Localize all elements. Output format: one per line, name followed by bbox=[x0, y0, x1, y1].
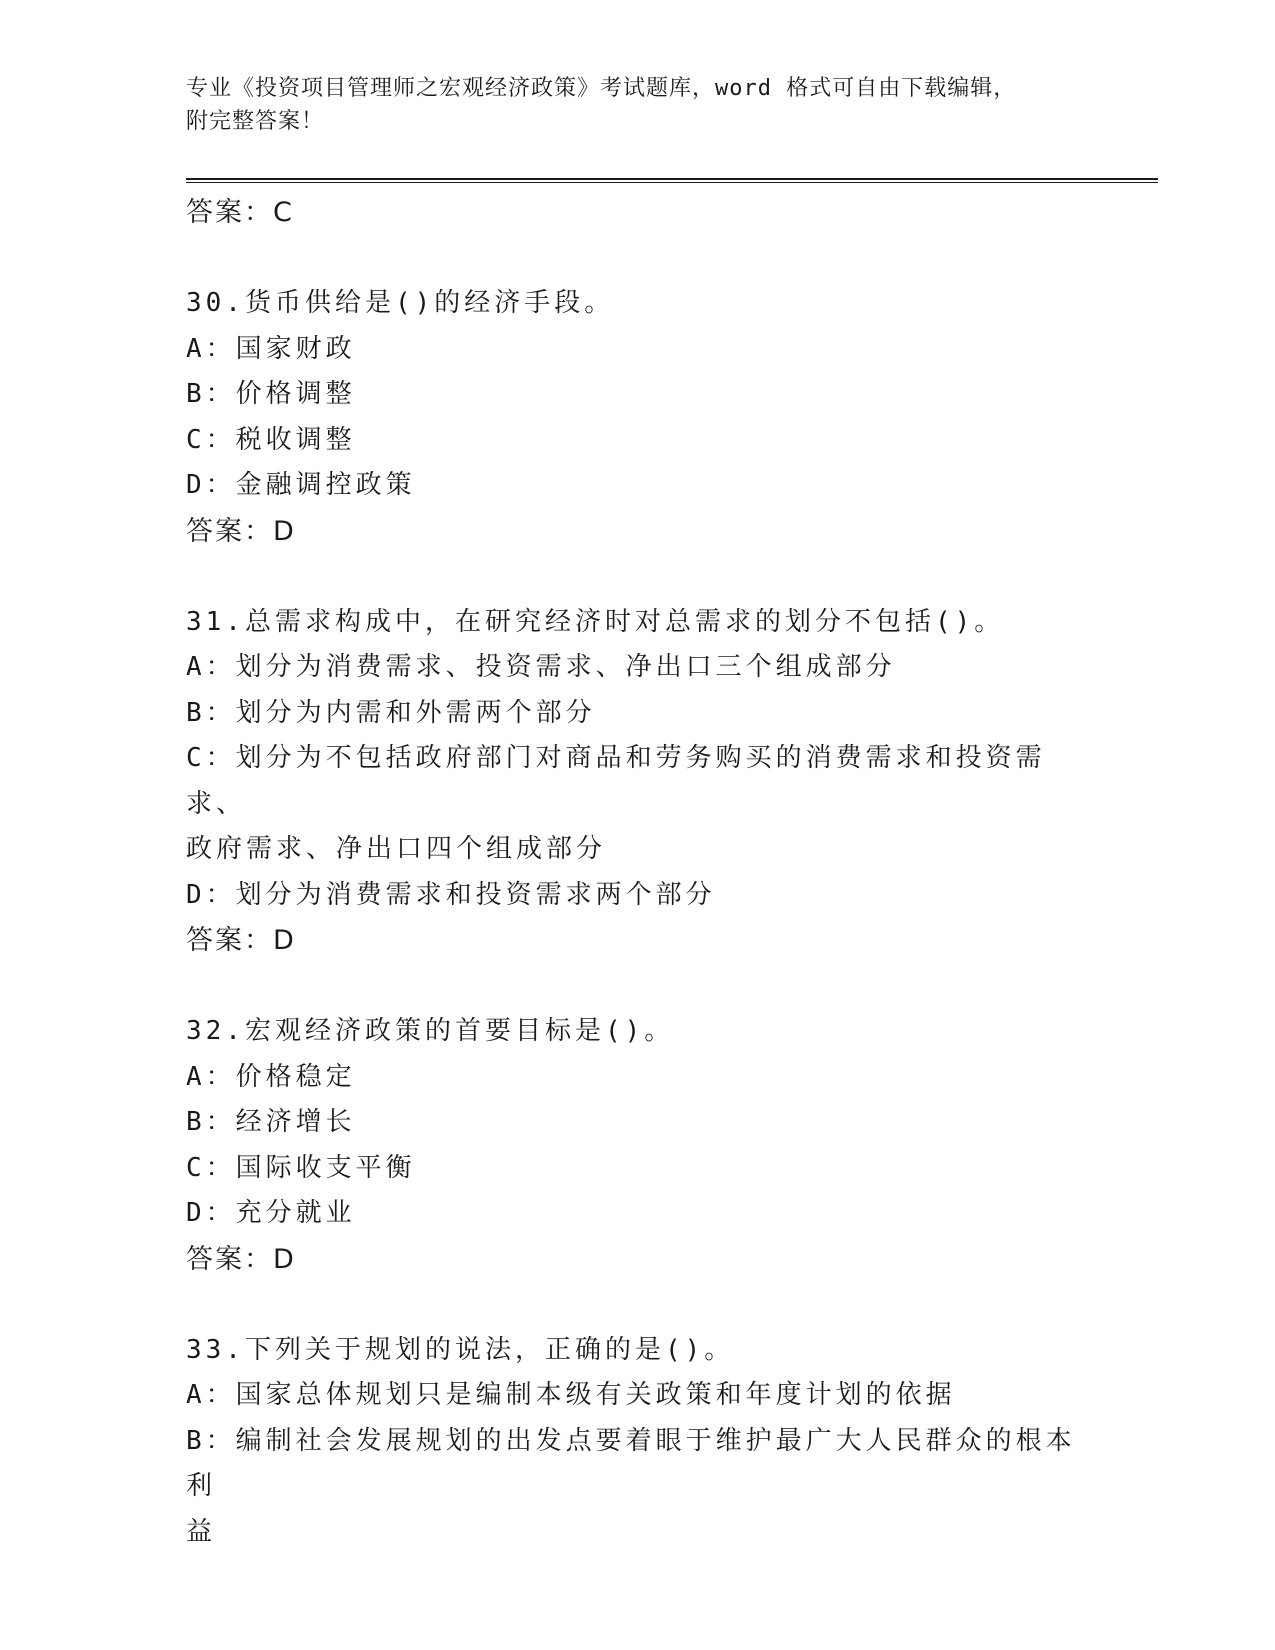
option-c-continued: 政府需求、净出口四个组成部分 bbox=[186, 834, 607, 864]
question-stem: 33.下列关于规划的说法，正确的是()。 bbox=[186, 1334, 735, 1365]
option-c: C：划分为不包括政府部门对商品和劳务购买的消费需求和投资需求、 bbox=[186, 743, 1046, 819]
answer: 答案：D bbox=[186, 925, 296, 956]
option-a: A：划分为消费需求、投资需求、净出口三个组成部分 bbox=[186, 652, 896, 682]
question-31 bbox=[186, 600, 1086, 965]
option-d: D：划分为消费需求和投资需求两个部分 bbox=[186, 879, 716, 910]
option-b-continued: 益 bbox=[186, 1516, 217, 1547]
question-stem: 32.宏观经济政策的首要目标是()。 bbox=[186, 1016, 675, 1046]
option-c: C：国际收支平衡 bbox=[186, 1152, 416, 1183]
header-line-2: 附完整答案！ bbox=[186, 109, 325, 134]
option-d: D：充分就业 bbox=[186, 1198, 356, 1228]
document-header bbox=[186, 72, 1086, 138]
option-a: A：价格稳定 bbox=[186, 1061, 356, 1092]
answer: 答案：D bbox=[186, 1243, 296, 1275]
option-a: A：国家财政 bbox=[186, 333, 356, 364]
question-stem: 31.总需求构成中，在研究经济时对总需求的划分不包括()。 bbox=[186, 606, 1005, 637]
answer-29: 答案：C bbox=[186, 197, 294, 228]
header-divider bbox=[186, 178, 1158, 183]
question-30 bbox=[186, 281, 1086, 555]
option-b: B：价格调整 bbox=[186, 379, 356, 409]
answer: 答案：D bbox=[186, 515, 296, 547]
option-b: B：经济增长 bbox=[186, 1107, 356, 1137]
option-d: D：金融调控政策 bbox=[186, 470, 416, 500]
option-c: C：税收调整 bbox=[186, 424, 356, 455]
question-33 bbox=[186, 1328, 1086, 1556]
option-b: B：划分为内需和外需两个部分 bbox=[186, 697, 596, 728]
question-list bbox=[186, 190, 1086, 1555]
option-a: A：国家总体规划只是编制本级有关政策和年度计划的依据 bbox=[186, 1380, 956, 1410]
question-stem: 30.货币供给是()的经济手段。 bbox=[186, 288, 615, 318]
option-b: B：编制社会发展规划的出发点要着眼于维护最广大人民群众的根本利 bbox=[186, 1425, 1076, 1501]
header-line-1: 专业《投资项目管理师之宏观经济政策》考试题库，word 格式可自由下载编辑， bbox=[186, 76, 1017, 101]
question-32 bbox=[186, 1009, 1086, 1283]
